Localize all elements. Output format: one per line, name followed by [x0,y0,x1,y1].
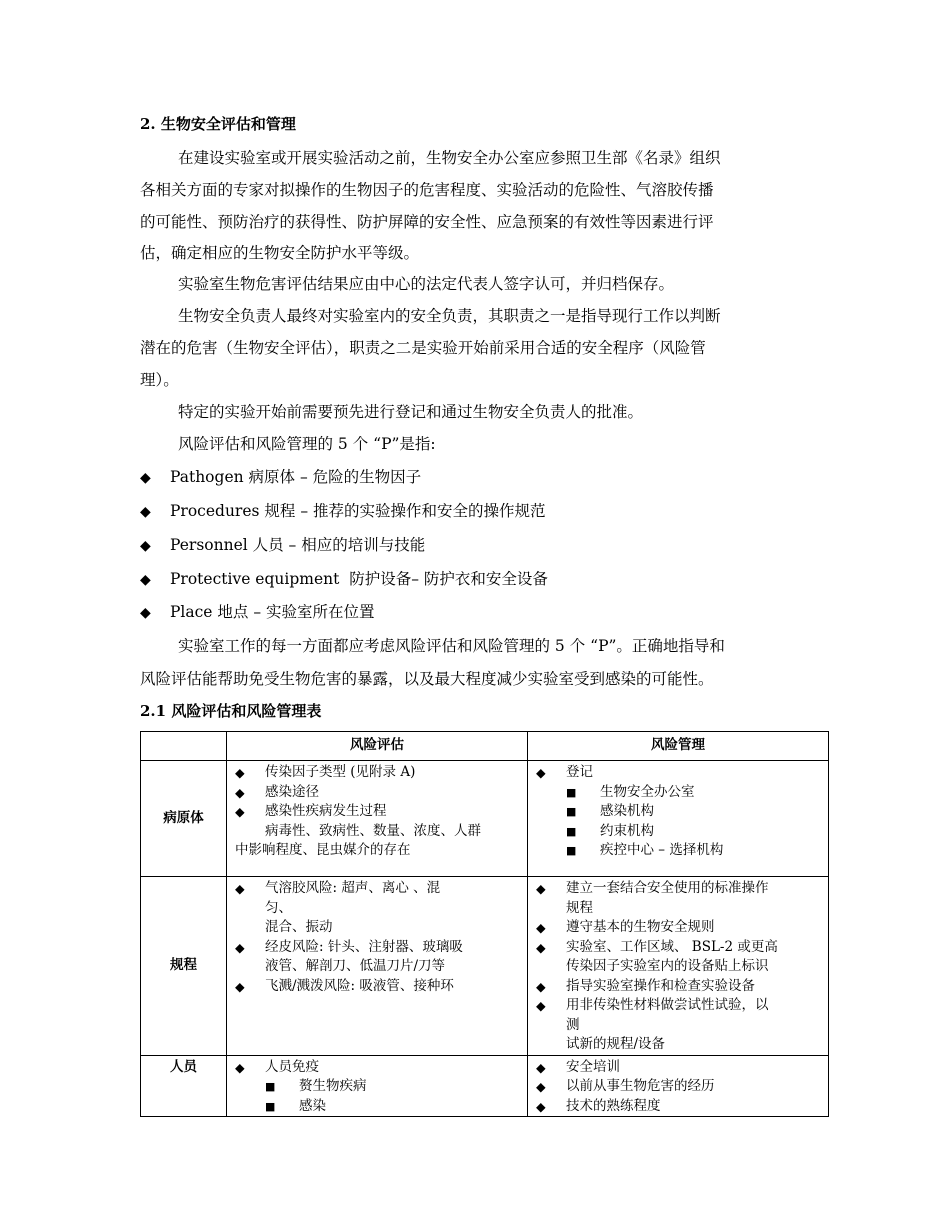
bullet-item [140,569,548,590]
cell-text: 登记 [566,764,593,780]
cell-text: 感染 [299,1097,326,1114]
cell-text: 人员免疫 [265,1058,319,1075]
cell-text: 气溶胶风险: 超声、离心 、混 [265,880,441,896]
row-label: 规程 [141,877,227,1056]
manage-cell [528,761,829,877]
square-bullet-icon: ■ [566,805,577,818]
square-bullet-icon: ■ [566,785,577,799]
cell-text: 生物安全办公室 [600,783,695,800]
cell-text: 试新的规程/设备 [566,1036,666,1052]
cell-text: 约束机构 [600,822,654,839]
header-empty-cell [141,732,227,761]
cell-text: 安全培训 [566,1058,620,1075]
square-bullet-icon: ■ [566,844,577,857]
assess-cell [227,877,528,1056]
cell-text: 感染途径 [265,783,319,800]
cell-text: 测 [566,1016,580,1033]
bullet-item [140,535,425,556]
bullet-item [140,467,421,488]
row-label: 人员 [141,1055,227,1117]
header-risk-management: 风险管理 [528,732,829,761]
bullet-text: Protective equipment 防护设备– 防护衣和安全设备 [170,570,548,588]
paragraph-line: 实验室工作的每一方面都应考虑风险评估和风险管理的 5 个 “P”。正确地指导和 [178,637,725,655]
cell-text: 规程 [566,899,593,916]
cell-text: 飞溅/溅泼风险: 吸液管、接种环 [265,977,454,994]
paragraph-line: 理）。 [140,371,179,389]
diamond-bullet-icon: ◆ [536,1098,546,1114]
diamond-bullet-icon: ◆ [235,939,245,955]
diamond-bullet-icon: ◆ [140,470,151,486]
cell-text: 混合、振动 [265,919,333,935]
cell-text: 感染机构 [600,803,654,819]
diamond-bullet-icon: ◆ [536,978,546,994]
cell-text: 疾控中心 – 选择机构 [600,842,724,858]
diamond-bullet-icon: ◆ [235,804,245,819]
table-row [141,761,829,877]
cell-text: 实验室、工作区域、 BSL-2 或更高 [566,938,778,955]
diamond-bullet-icon: ◆ [235,1059,245,1075]
paragraph-line: 的可能性、预防治疗的获得性、防护屏障的安全性、应急预案的有效性等因素进行评 [140,213,714,231]
diamond-bullet-icon: ◆ [140,572,151,588]
cell-text: 传染因子实验室内的设备贴上标识 [566,958,769,974]
cell-text: 中影响程度、昆虫媒介的存在 [235,842,411,858]
cell-text: 技术的熟练程度 [566,1097,661,1114]
header-risk-assessment: 风险评估 [227,732,528,761]
paragraph-line: 估，确定相应的生物安全防护水平等级。 [140,244,420,262]
diamond-bullet-icon: ◆ [536,765,546,780]
diamond-bullet-icon: ◆ [536,939,546,955]
square-bullet-icon: ■ [566,824,577,838]
cell-text: 遵守基本的生物安全规则 [566,919,715,935]
cell-text: 匀、 [265,899,292,916]
cell-text: 传染因子类型 (见附录 A) [265,764,416,780]
cell-text: 赘生物疾病 [299,1078,367,1094]
diamond-bullet-icon: ◆ [235,881,245,896]
paragraph-line: 风险评估和风险管理的 5 个 “P”是指: [178,435,436,453]
paragraph-line: 生物安全负责人最终对实验室内的安全负责，其职责之一是指导现行工作以判断 [178,307,721,325]
bullet-item [140,602,375,623]
table-header-row [141,732,829,761]
paragraph-line: 在建设实验室或开展实验活动之前，生物安全办公室应参照卫生部《名录》组织 [178,149,721,167]
diamond-bullet-icon: ◆ [536,998,546,1013]
cell-text: 液管、解剖刀、低温刀片/刀等 [265,958,446,974]
cell-text: 经皮风险: 针头、注射器、玻璃吸 [265,938,463,955]
diamond-bullet-icon: ◆ [536,881,546,896]
row-label: 病原体 [141,761,227,877]
bullet-text: Procedures 规程 – 推荐的实验操作和安全的操作规范 [170,502,546,520]
bullet-text: Personnel 人员 – 相应的培训与技能 [170,536,426,554]
diamond-bullet-icon: ◆ [140,538,151,554]
risk-table [140,731,829,1117]
diamond-bullet-icon: ◆ [536,1059,546,1075]
paragraph-line: 风险评估能帮助免受生物危害的暴露，以及最大程度减少实验室受到感染的可能性。 [140,670,714,688]
cell-text: 建立一套结合安全使用的标准操作 [566,880,769,896]
manage-cell [528,1055,829,1117]
square-bullet-icon: ■ [265,1099,276,1113]
bullet-text: Place 地点 – 实验室所在位置 [170,603,375,621]
paragraph-line: 各相关方面的专家对拟操作的生物因子的危害程度、实验活动的危险性、气溶胶传播 [140,181,714,199]
paragraph-line: 实验室生物危害评估结果应由中心的法定代表人签字认可，并归档保存。 [178,275,675,293]
diamond-bullet-icon: ◆ [140,605,151,621]
diamond-bullet-icon: ◆ [536,1079,546,1094]
cell-text: 用非传染性材料做尝试性试验，以 [566,997,769,1013]
cell-text: 指导实验室操作和检查实验设备 [566,977,755,994]
bullet-text: Pathogen 病原体 – 危险的生物因子 [170,468,422,486]
square-bullet-icon: ■ [265,1080,276,1093]
cell-text: 感染性疾病发生过程 [265,803,387,819]
diamond-bullet-icon: ◆ [235,978,245,994]
section-title: 2. 生物安全评估和管理 [140,115,296,133]
table-row [141,877,829,1056]
diamond-bullet-icon: ◆ [536,920,546,935]
diamond-bullet-icon: ◆ [235,784,245,800]
subsection-title: 2.1 风险评估和风险管理表 [140,702,322,720]
assess-cell [227,761,528,877]
table-row [141,1055,829,1117]
bullet-item [140,501,546,522]
cell-text: 以前从事生物危害的经历 [566,1078,715,1094]
manage-cell [528,877,829,1056]
paragraph-line: 特定的实验开始前需要预先进行登记和通过生物安全负责人的批准。 [178,403,644,421]
diamond-bullet-icon: ◆ [235,765,245,780]
assess-cell [227,1055,528,1117]
paragraph-line: 潜在的危害（生物安全评估），职责之二是实验开始前采用合适的安全程序（风险管 [140,339,706,357]
diamond-bullet-icon: ◆ [140,504,151,520]
cell-text: 病毒性、致病性、数量、浓度、人群 [265,822,481,839]
